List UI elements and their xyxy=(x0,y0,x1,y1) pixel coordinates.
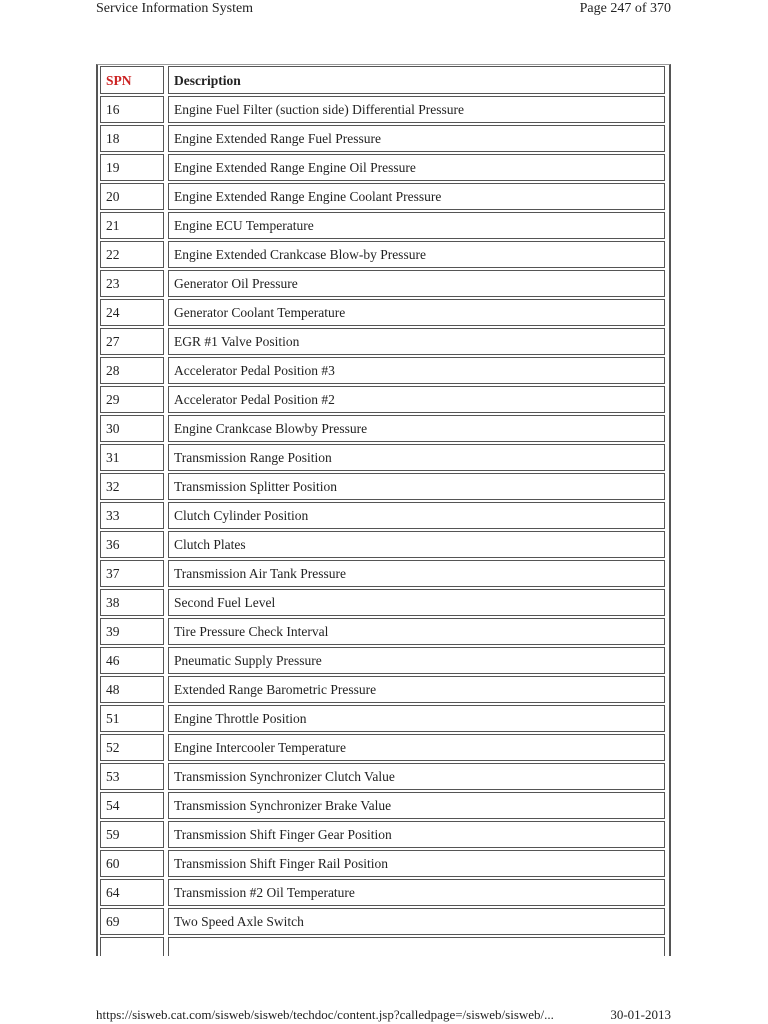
table-cell-spn: 16 xyxy=(100,96,164,123)
table-cell-description: Second Fuel Level xyxy=(168,589,665,616)
table-cell-description: Generator Oil Pressure xyxy=(168,270,665,297)
table-row xyxy=(98,791,669,820)
table-row xyxy=(98,211,669,240)
table-body xyxy=(98,95,669,936)
table-cell-description: Clutch Cylinder Position xyxy=(168,502,665,529)
table-cell-description: Accelerator Pedal Position #3 xyxy=(168,357,665,384)
table-cell-description xyxy=(168,937,665,956)
table-row xyxy=(98,530,669,559)
table-row xyxy=(98,820,669,849)
table-cell-description: Transmission Air Tank Pressure xyxy=(168,560,665,587)
table-cell-description: Tire Pressure Check Interval xyxy=(168,618,665,645)
table-cell-description: Transmission Synchronizer Brake Value xyxy=(168,792,665,819)
table-row xyxy=(98,472,669,501)
table-cell-spn: 28 xyxy=(100,357,164,384)
table-row xyxy=(98,849,669,878)
table-cell-description: Transmission Synchronizer Clutch Value xyxy=(168,763,665,790)
table-cell-description: Generator Coolant Temperature xyxy=(168,299,665,326)
table-cell-spn: 21 xyxy=(100,212,164,239)
table-cell-description: Accelerator Pedal Position #2 xyxy=(168,386,665,413)
table-cell-description: Engine ECU Temperature xyxy=(168,212,665,239)
table-cell-description: Engine Extended Range Engine Coolant Pressure xyxy=(168,183,665,210)
table-cell-description: Transmission Shift Finger Rail Position xyxy=(168,850,665,877)
table-cell-description: EGR #1 Valve Position xyxy=(168,328,665,355)
table-cell-spn: 18 xyxy=(100,125,164,152)
table-cell-spn: 24 xyxy=(100,299,164,326)
table-cell-spn: 20 xyxy=(100,183,164,210)
table-row xyxy=(98,878,669,907)
table-row xyxy=(98,617,669,646)
table-row xyxy=(98,907,669,936)
table-cell-description: Pneumatic Supply Pressure xyxy=(168,647,665,674)
table-cell-description: Transmission Splitter Position xyxy=(168,473,665,500)
table-cell-description: Engine Extended Range Engine Oil Pressure xyxy=(168,154,665,181)
table-cell-spn: 54 xyxy=(100,792,164,819)
table-row xyxy=(98,269,669,298)
table-cell-spn: 46 xyxy=(100,647,164,674)
table-cell-spn: 60 xyxy=(100,850,164,877)
table-cell-description: Engine Throttle Position xyxy=(168,705,665,732)
table-cell-spn: 23 xyxy=(100,270,164,297)
table-cell-spn: 27 xyxy=(100,328,164,355)
table-header-row xyxy=(98,65,669,95)
table-row xyxy=(98,95,669,124)
column-header-description: Description xyxy=(168,66,665,94)
column-header-spn: SPN xyxy=(100,66,164,94)
footer-url: https://sisweb.cat.com/sisweb/sisweb/techdoc/content.jsp?calledpage=/sisweb/sisweb/... xyxy=(96,1007,554,1022)
table-row xyxy=(98,762,669,791)
table-cell-spn: 59 xyxy=(100,821,164,848)
table-cell-spn: 38 xyxy=(100,589,164,616)
table-cell-spn: 64 xyxy=(100,879,164,906)
table-cell-spn: 51 xyxy=(100,705,164,732)
table-cell-spn: 22 xyxy=(100,241,164,268)
table-row xyxy=(98,153,669,182)
table-row xyxy=(98,501,669,530)
table-cell-description: Engine Intercooler Temperature xyxy=(168,734,665,761)
table-cell-spn: 69 xyxy=(100,908,164,935)
page-number: Page 247 of 370 xyxy=(579,1,671,16)
table-cell-description: Engine Extended Range Fuel Pressure xyxy=(168,125,665,152)
table-cell-spn: 48 xyxy=(100,676,164,703)
table-cell-spn: 31 xyxy=(100,444,164,471)
table-cell-description: Transmission Range Position xyxy=(168,444,665,471)
table-row xyxy=(98,704,669,733)
footer-date: 30-01-2013 xyxy=(610,1007,671,1022)
table-cell-description: Transmission #2 Oil Temperature xyxy=(168,879,665,906)
table-cell-spn: 36 xyxy=(100,531,164,558)
table-row xyxy=(98,327,669,356)
table-row xyxy=(98,559,669,588)
table-row xyxy=(98,240,669,269)
table-row xyxy=(98,298,669,327)
table-row xyxy=(98,588,669,617)
table-row xyxy=(98,646,669,675)
table-cell-spn: 37 xyxy=(100,560,164,587)
table-cell-spn: 52 xyxy=(100,734,164,761)
table-row xyxy=(98,443,669,472)
table-row xyxy=(98,356,669,385)
table-row xyxy=(98,385,669,414)
table-row xyxy=(98,733,669,762)
table-cell-description: Transmission Shift Finger Gear Position xyxy=(168,821,665,848)
table-row xyxy=(98,414,669,443)
table-cell-spn: 39 xyxy=(100,618,164,645)
table-cell-description: Clutch Plates xyxy=(168,531,665,558)
table-row-empty xyxy=(98,936,669,956)
spn-table xyxy=(96,64,671,956)
table-row xyxy=(98,182,669,211)
table-cell-spn: 53 xyxy=(100,763,164,790)
table-cell-spn: 33 xyxy=(100,502,164,529)
table-cell-spn: 30 xyxy=(100,415,164,442)
table-cell-spn xyxy=(100,937,164,956)
table-cell-description: Engine Fuel Filter (suction side) Differential Pressure xyxy=(168,96,665,123)
table-cell-spn: 19 xyxy=(100,154,164,181)
table-cell-description: Engine Extended Crankcase Blow-by Pressure xyxy=(168,241,665,268)
table-cell-description: Two Speed Axle Switch xyxy=(168,908,665,935)
header-title: Service Information System xyxy=(96,1,254,16)
table-cell-description: Engine Crankcase Blowby Pressure xyxy=(168,415,665,442)
table-cell-spn: 32 xyxy=(100,473,164,500)
table-row xyxy=(98,675,669,704)
table-cell-spn: 29 xyxy=(100,386,164,413)
table-cell-description: Extended Range Barometric Pressure xyxy=(168,676,665,703)
table-row xyxy=(98,124,669,153)
